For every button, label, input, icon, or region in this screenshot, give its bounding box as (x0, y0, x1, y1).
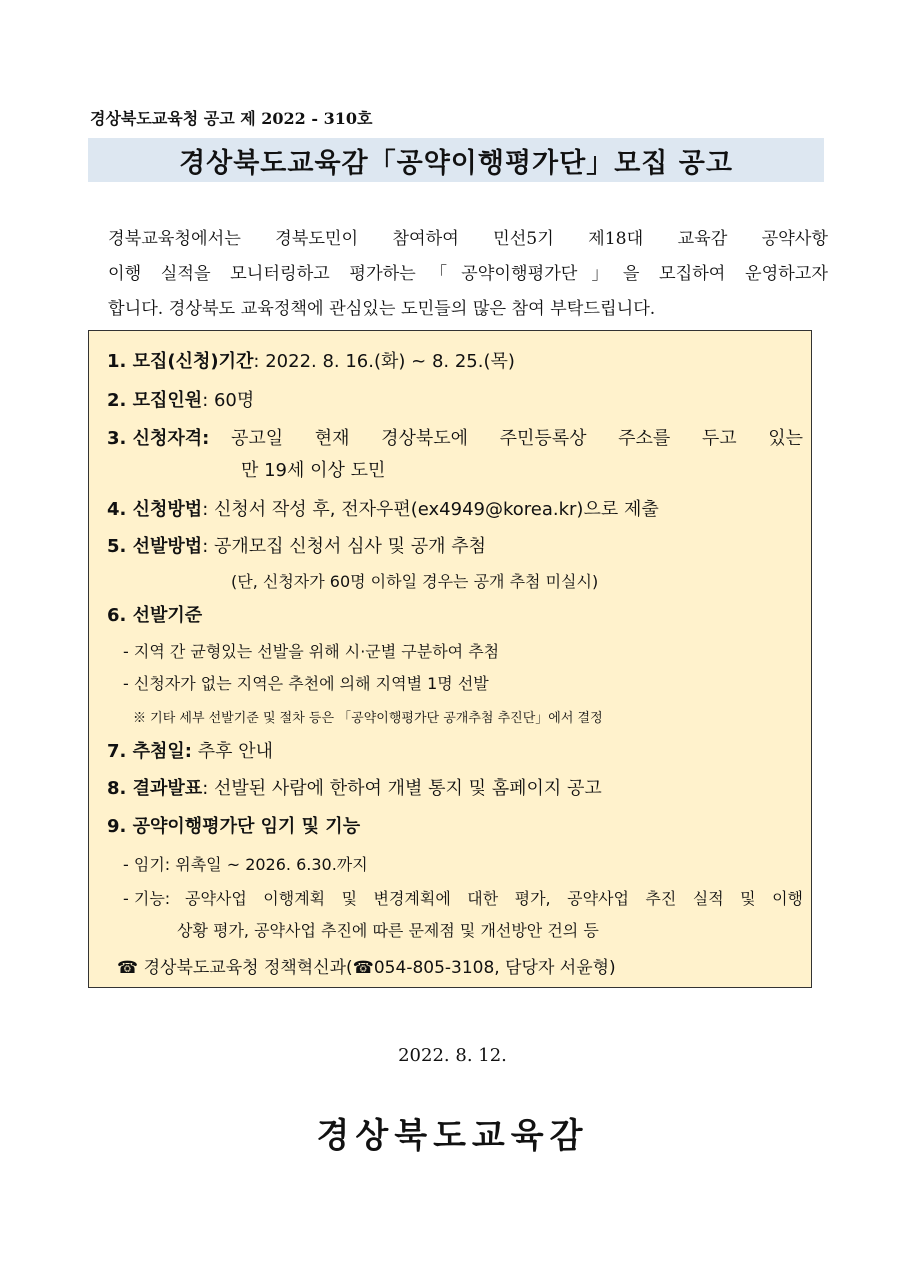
draw-date-value: 추후 안내 (197, 741, 274, 762)
term-item: - 임기: 위촉일 ~ 2026. 6.30.까지 (123, 855, 368, 874)
qualification-line-1: 공고일 현재 경상북도에 주민등록상 주소를 두고 있는 (231, 428, 803, 449)
function-prefix: - 기능: (123, 889, 171, 908)
contact-text: 경상북도교육청 정책혁신과(☎054-805-3108, 담당자 서윤형) (143, 958, 616, 978)
announcement-row (107, 774, 602, 800)
period-label: 1. 모집(신청)기간 (107, 351, 254, 372)
phone-icon: ☎ (117, 958, 139, 978)
count-row (107, 386, 254, 412)
function-line-1: 공약사업 이행계획 및 변경계획에 대한 평가, 공약사업 추진 실적 및 이행 (185, 889, 803, 908)
announcement-label: 8. 결과발표 (107, 778, 203, 799)
period-row (107, 347, 515, 373)
qualification-label-row (107, 424, 209, 450)
method-label: 4. 신청방법 (107, 499, 203, 520)
announcement-value: : 선발된 사람에 한하여 개별 통지 및 홈페이지 공고 (202, 778, 602, 799)
term-label: 9. 공약이행평가단 임기 및 기능 (107, 816, 361, 837)
selection-method-value: : 공개모집 신청서 심사 및 공개 추첨 (202, 536, 487, 557)
period-value: : 2022. 8. 16.(화) ~ 8. 25.(목) (253, 351, 515, 372)
intro-paragraph (108, 222, 828, 327)
criteria-row (107, 601, 202, 627)
selection-method-row (107, 532, 486, 558)
qualification-line-2: 만 19세 이상 도민 (241, 460, 386, 481)
notice-number: 경상북도교육청 공고 제 2022 - 310호 (90, 109, 373, 128)
method-value: : 신청서 작성 후, 전자우편(ex4949@korea.kr)으로 제출 (202, 499, 659, 520)
criteria-item-2: - 신청자가 없는 지역은 추천에 의해 지역별 1명 선발 (123, 674, 489, 693)
criteria-item-1: - 지역 간 균형있는 선발을 위해 시·군별 구분하여 추첨 (123, 642, 500, 661)
intro-line-3: 합니다. 경상북도 교육정책에 관심있는 도민들의 많은 참여 부탁드립니다. (108, 299, 656, 319)
issuer-name: 경상북도교육감 (316, 1116, 589, 1156)
draw-date-label: 7. 추첨일: (107, 741, 192, 762)
notice-date: 2022. 8. 12. (398, 1045, 507, 1066)
draw-date-row (107, 737, 273, 763)
count-label: 2. 모집인원 (107, 390, 203, 411)
method-row (107, 495, 659, 521)
count-value: : 60명 (202, 390, 255, 411)
selection-method-label: 5. 선발방법 (107, 536, 203, 557)
intro-line-2: 이행 실적을 모니터링하고 평가하는「공약이행평가단」을 모집하여 운영하고자 (108, 264, 828, 284)
contact-row (117, 953, 616, 978)
page-title: 경상북도교육감「공약이행평가단」모집 공고 (88, 138, 824, 182)
term-row (107, 812, 360, 838)
selection-method-note: (단, 신청자가 60명 이하일 경우는 공개 추첨 미실시) (231, 572, 599, 591)
details-box (88, 330, 812, 988)
criteria-note: ※ 기타 세부 선발기준 및 절차 등은 「공약이행평가단 공개추첨 추진단」에서 결정 (133, 711, 603, 726)
criteria-label: 6. 선발기준 (107, 605, 203, 626)
qualification-label: 3. 신청자격: (107, 428, 210, 449)
intro-line-1: 경북교육청에서는 경북도민이 참여하여 민선5기 제18대 교육감 공약사항 (108, 229, 828, 249)
function-line-2: 상황 평가, 공약사업 추진에 따른 문제점 및 개선방안 건의 등 (177, 921, 599, 940)
